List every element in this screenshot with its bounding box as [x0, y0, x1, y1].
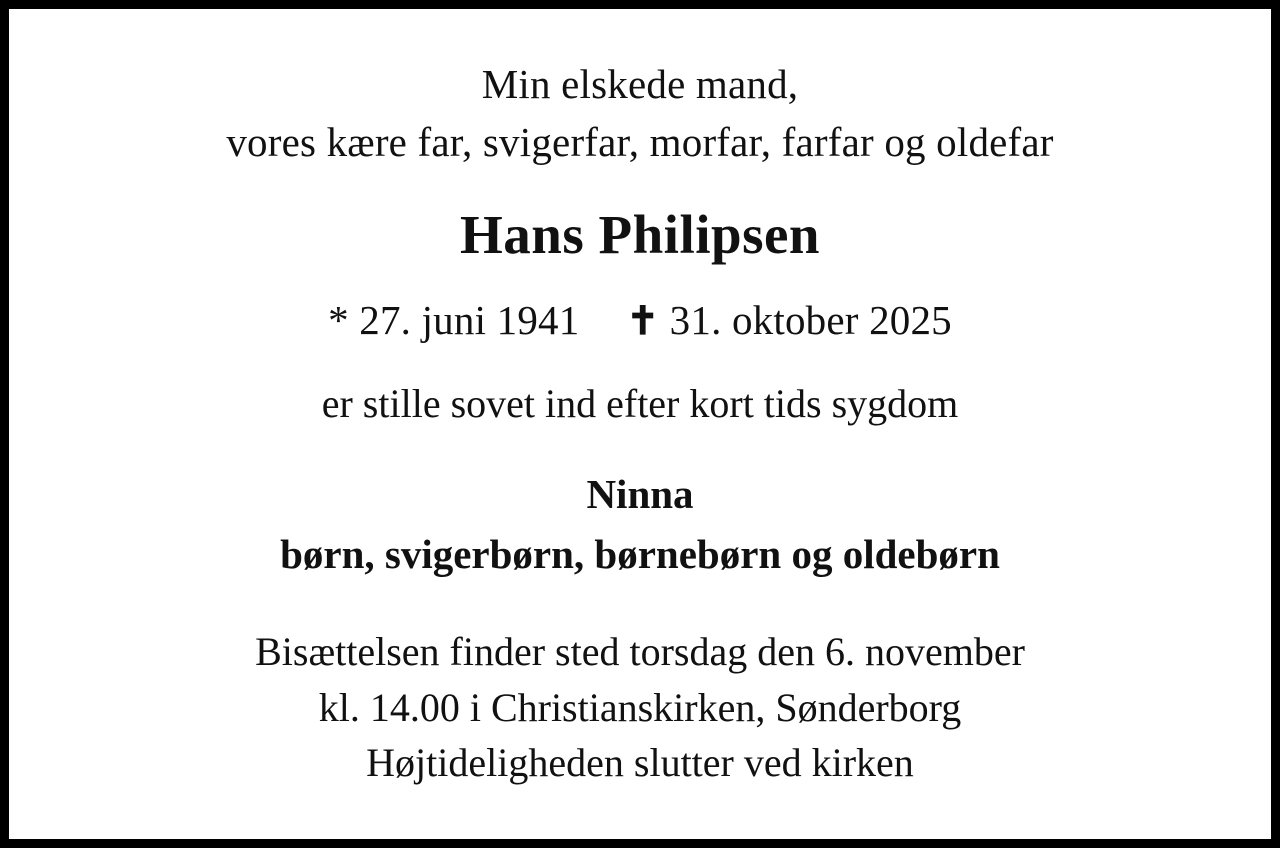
deceased-name: Hans Philipsen	[459, 204, 821, 266]
service-details	[9, 624, 1271, 790]
survivors-text	[9, 465, 1271, 584]
service-line-2: kl. 14.00 i Christianskirken, Sønderborg	[318, 684, 962, 730]
intro-line-1: Min elskede mand,	[481, 61, 799, 107]
intro-text	[9, 55, 1271, 171]
intro-line-2: vores kære far, svigerfar, morfar, farfar og oldefar	[226, 119, 1054, 166]
cross-icon: ✝	[626, 300, 660, 344]
service-line-1: Bisættelsen finder sted torsdag den 6. november	[255, 629, 1025, 675]
passing-text: er stille sovet ind efter kort tids sygdom	[321, 381, 959, 427]
life-dates	[9, 296, 1271, 344]
birth-symbol: *	[328, 297, 349, 344]
birth-date: 27. juni 1941	[359, 297, 580, 344]
survivor-line-1: Ninna	[586, 471, 694, 518]
survivor-line-2: børn, svigerbørn, børnebørn og oldebørn	[280, 530, 1000, 577]
service-line-3: Højtideligheden slutter ved kirken	[366, 739, 914, 785]
obituary-notice	[9, 9, 1271, 839]
death-date: 31. oktober 2025	[669, 297, 952, 344]
